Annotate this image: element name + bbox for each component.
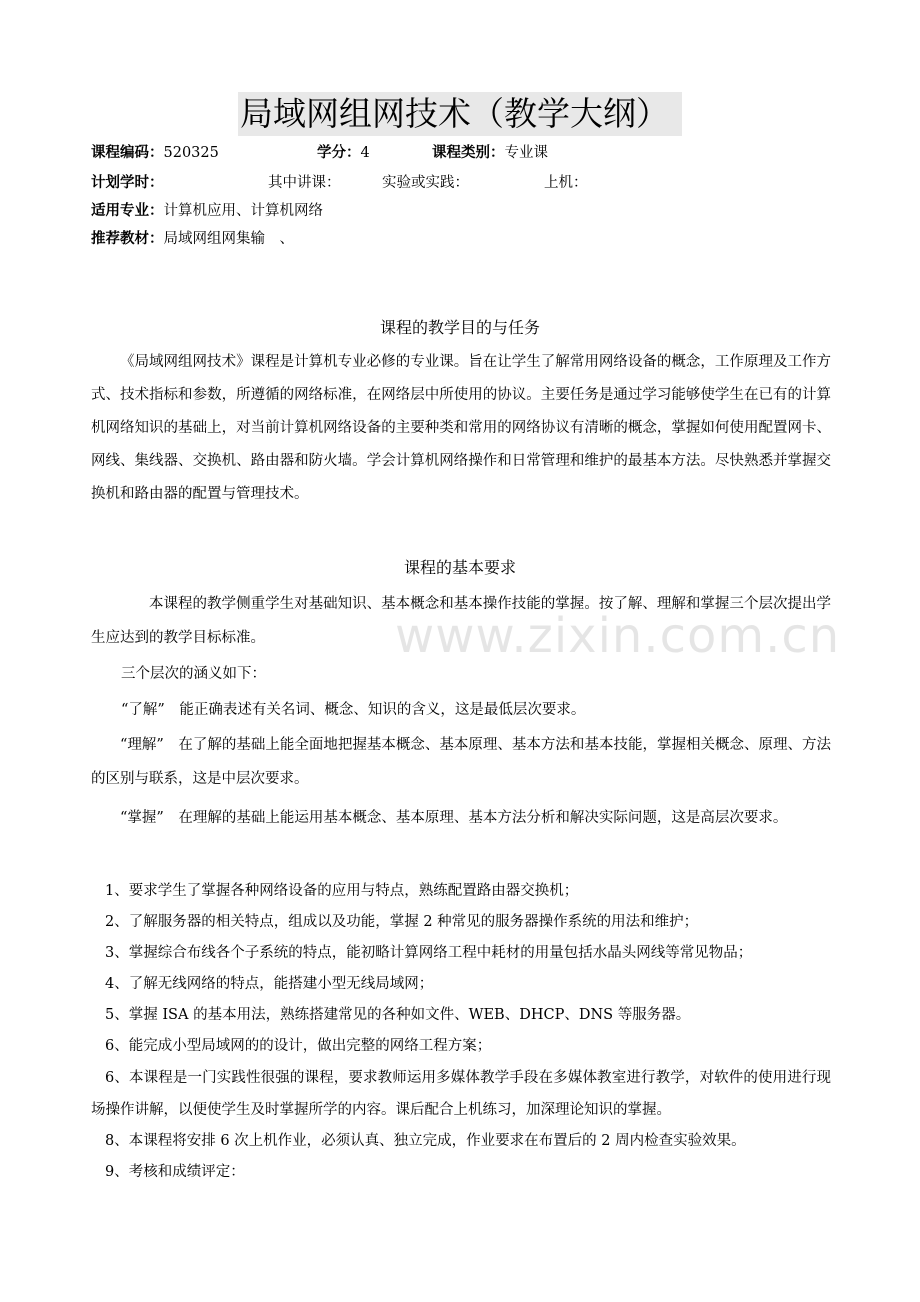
lab-label: 实验或实践： (382, 175, 469, 191)
credit-value: 4 (360, 145, 370, 161)
level-master: “掌握” 在理解的基础上能运用基本概念、基本原理、基本方法分析和解决实际问题，这是高层次要求。 (120, 810, 788, 826)
list-item: 1、要求学生了掌握各种网络设备的应用与特点，熟练配置路由器交换机； (105, 883, 579, 899)
hours-label: 计划学时： (91, 175, 164, 191)
textbook-label: 推荐教材： (91, 231, 164, 247)
course-code-label: 课程编码： (91, 145, 164, 161)
list-item: 2、了解服务器的相关特点，组成以及功能，掌握 2 种常见的服务器操作系统的用法和维护； (105, 914, 699, 930)
document-title: 局域网组网技术（教学大纲） (240, 94, 669, 133)
list-item: 4、了解无线网络的特点，能搭建小型无线局域网； (105, 976, 434, 992)
list-item: 9、考核和成绩评定： (105, 1164, 245, 1180)
credit-label: 学分： (317, 145, 361, 161)
section-title-requirements: 课程的基本要求 (403, 558, 516, 577)
meta-line-hours (91, 173, 588, 193)
level-understand: “了解” 能正确表述有关名词、概念、知识的含义，这是最低层次要求。 (121, 702, 586, 718)
computer-label: 上机： (544, 175, 588, 191)
list-item: 5、掌握 ISA 的基本用法，熟练搭建常见的各种如文件、WEB、DHCP、DNS 等服务器。 (105, 1007, 691, 1023)
list-item: 6、本课程是一门实践性很强的课程，要求教师运用多媒体教学手段在多媒体教室进行教学，对软件的使用进行现场操作讲解，以便使学生及时掌握所学的内容。课后配合上机练习，加深理论知识的掌握。 (91, 1070, 831, 1118)
section-body-purpose: 《局域网组网技术》课程是计算机专业必修的专业课。旨在让学生了解常用网络设备的概念，工作原理及工作方式、技术指标和参数，所遵循的网络标准，在网络层中所使用的协议。主要任务是通过学习能够使学生在已有的计算机网络知识的基础上，对当前计算机网络设备的主要种类和常用的网络协议有清晰的概念，掌握如何使用配置网卡、网线、集线器、交换机、路由器和防火墙。学会计算机网络操作和日常管理和维护的最基本方法。尽快熟悉并掌握交换机和路由器的配置与管理技术。 (91, 354, 831, 502)
textbook-value: 局域网组网集输 、 (163, 231, 294, 247)
levels-intro: 三个层次的涵义如下： (121, 666, 266, 682)
section-title-purpose: 课程的教学目的与任务 (379, 318, 540, 337)
category-label: 课程类别： (432, 145, 505, 161)
meta-line-code (91, 143, 548, 163)
category-value: 专业课 (504, 145, 548, 161)
watermark: www.zixin.com.cn (395, 608, 841, 664)
major-label: 适用专业： (91, 203, 164, 219)
list-item: 3、掌握综合布线各个子系统的特点，能初略计算网络工程中耗材的用量包括水晶头网线等常见物品； (105, 945, 753, 961)
meta-line-textbook (91, 229, 294, 249)
course-code-value: 520325 (163, 145, 219, 161)
meta-line-major (91, 201, 323, 221)
major-value: 计算机应用、计算机网络 (163, 203, 323, 219)
list-item: 8、本课程将安排 6 次上机作业，必须认真、独立完成，作业要求在布置后的 2 周内检查实验效果。 (105, 1133, 746, 1149)
level-comprehend: “理解” 在了解的基础上能全面地把握基本概念、基本原理、基本方法和基本技能，掌握相关概念、原理、方法的区别与联系，这是中层次要求。 (91, 737, 831, 787)
list-item: 6、能完成小型局域网的的设计，做出完整的网络工程方案； (105, 1038, 492, 1054)
lecture-label: 其中讲课： (268, 175, 341, 191)
requirements-intro: 本课程的教学侧重学生对基础知识、基本概念和基本操作技能的掌握。按了解、理解和掌握三个层次提出学生应达到的教学目标标准。 (91, 596, 831, 646)
